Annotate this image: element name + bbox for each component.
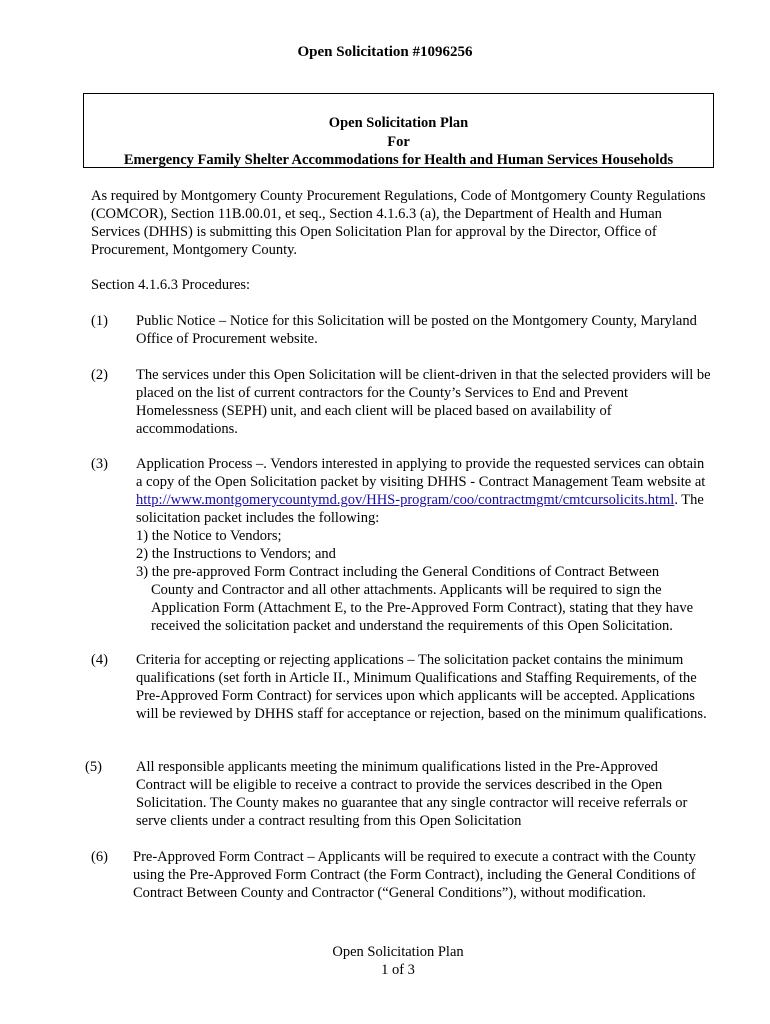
plan-title-line-1: Open Solicitation Plan	[328, 115, 469, 131]
item-number: (2)	[91, 367, 108, 383]
solicitation-packet-link[interactable]: http://www.montgomerycountymd.gov/HHS-program/coo/contractmgmt/cmtcursolicits.html	[136, 492, 675, 508]
item-number: (5)	[85, 759, 102, 775]
item-text: Criteria for accepting or rejecting applications – The solicitation packet contains the minimum qualifications (set forth in Article II., Minimum Qualifications and Staffing Requirements, of the Pre-Approved Form Contract) for services upon which applicants will be accepted. Applications will be reviewed by DHHS staff for acceptance or rejection, based on the minimum qualifications.	[136, 652, 707, 722]
footer-title: Open Solicitation Plan	[332, 944, 464, 960]
intro-paragraph: As required by Montgomery County Procurement Regulations, Code of Montgomery County Regulations (COMCOR), Section 11B.00.01, et seq., Section 4.1.6.3 (a), the Department of Health and Human Services (DHHS) is submitting this Open Solicitation Plan for approval by the Director, Office of Procurement, Montgomery County.	[91, 188, 706, 258]
item-text: All responsible applicants meeting the minimum qualifications listed in the Pre-Approved Contract will be eligible to receive a contract to provide the services described in the Open Solicitation. The County makes no guarantee that any single contractor will receive referrals or serve clients under a contract resulting from this Open Solicitation	[136, 759, 688, 829]
page-number: 1 of 3	[381, 962, 415, 978]
item-text: The services under this Open Solicitation will be client-driven in that the selected providers will be placed on the list of current contractors for the County’s Services to End and Prevent Homelessness (SEPH) unit, and each client will be placed based on availability of accommodations.	[136, 367, 711, 437]
item-text	[136, 455, 711, 635]
item-number: (4)	[91, 652, 108, 668]
plan-title-line-3: Emergency Family Shelter Accommodations for Health and Human Services Households	[123, 152, 674, 168]
plan-title-line-2: For	[387, 133, 410, 150]
packet-item-2: 2) the Instructions to Vendors; and	[136, 546, 336, 562]
page-footer	[0, 943, 770, 979]
item-number: (1)	[91, 313, 108, 329]
packet-item-3-continued: County and Contractor and all other attachments. Applicants will be required to sign the Application Form (Attachment E, to the Pre-Approved Form Contract), stating that they have received the solicitation packet and understand the requirements of this Open Solicitation.	[151, 582, 694, 634]
item-text: Pre-Approved Form Contract – Applicants will be required to execute a contract with the County using the Pre-Approved Form Contract (the Form Contract), including the General Conditions of Contract Between County and Contractor (“General Conditions”), without modification.	[133, 849, 696, 901]
item-3-text-after-link: . The solicitation packet includes the following:	[136, 492, 704, 526]
packet-item-3: 3) the pre-approved Form Contract including the General Conditions of Contract Between	[136, 564, 660, 580]
item-number: (3)	[91, 456, 108, 472]
section-heading: Section 4.1.6.3 Procedures:	[91, 277, 251, 293]
plan-title-box	[83, 93, 714, 168]
solicitation-number-header: Open Solicitation #1096256	[297, 44, 473, 60]
packet-item-1: 1) the Notice to Vendors;	[136, 528, 282, 544]
item-text: Public Notice – Notice for this Solicitation will be posted on the Montgomery County, Maryland Office of Procurement website.	[136, 313, 697, 347]
item-3-text-before-link: Application Process –. Vendors interested in applying to provide the requested services can obtain a copy of the Open Solicitation packet by visiting DHHS - Contract Management Team website at	[136, 456, 706, 490]
item-number: (6)	[91, 849, 108, 865]
